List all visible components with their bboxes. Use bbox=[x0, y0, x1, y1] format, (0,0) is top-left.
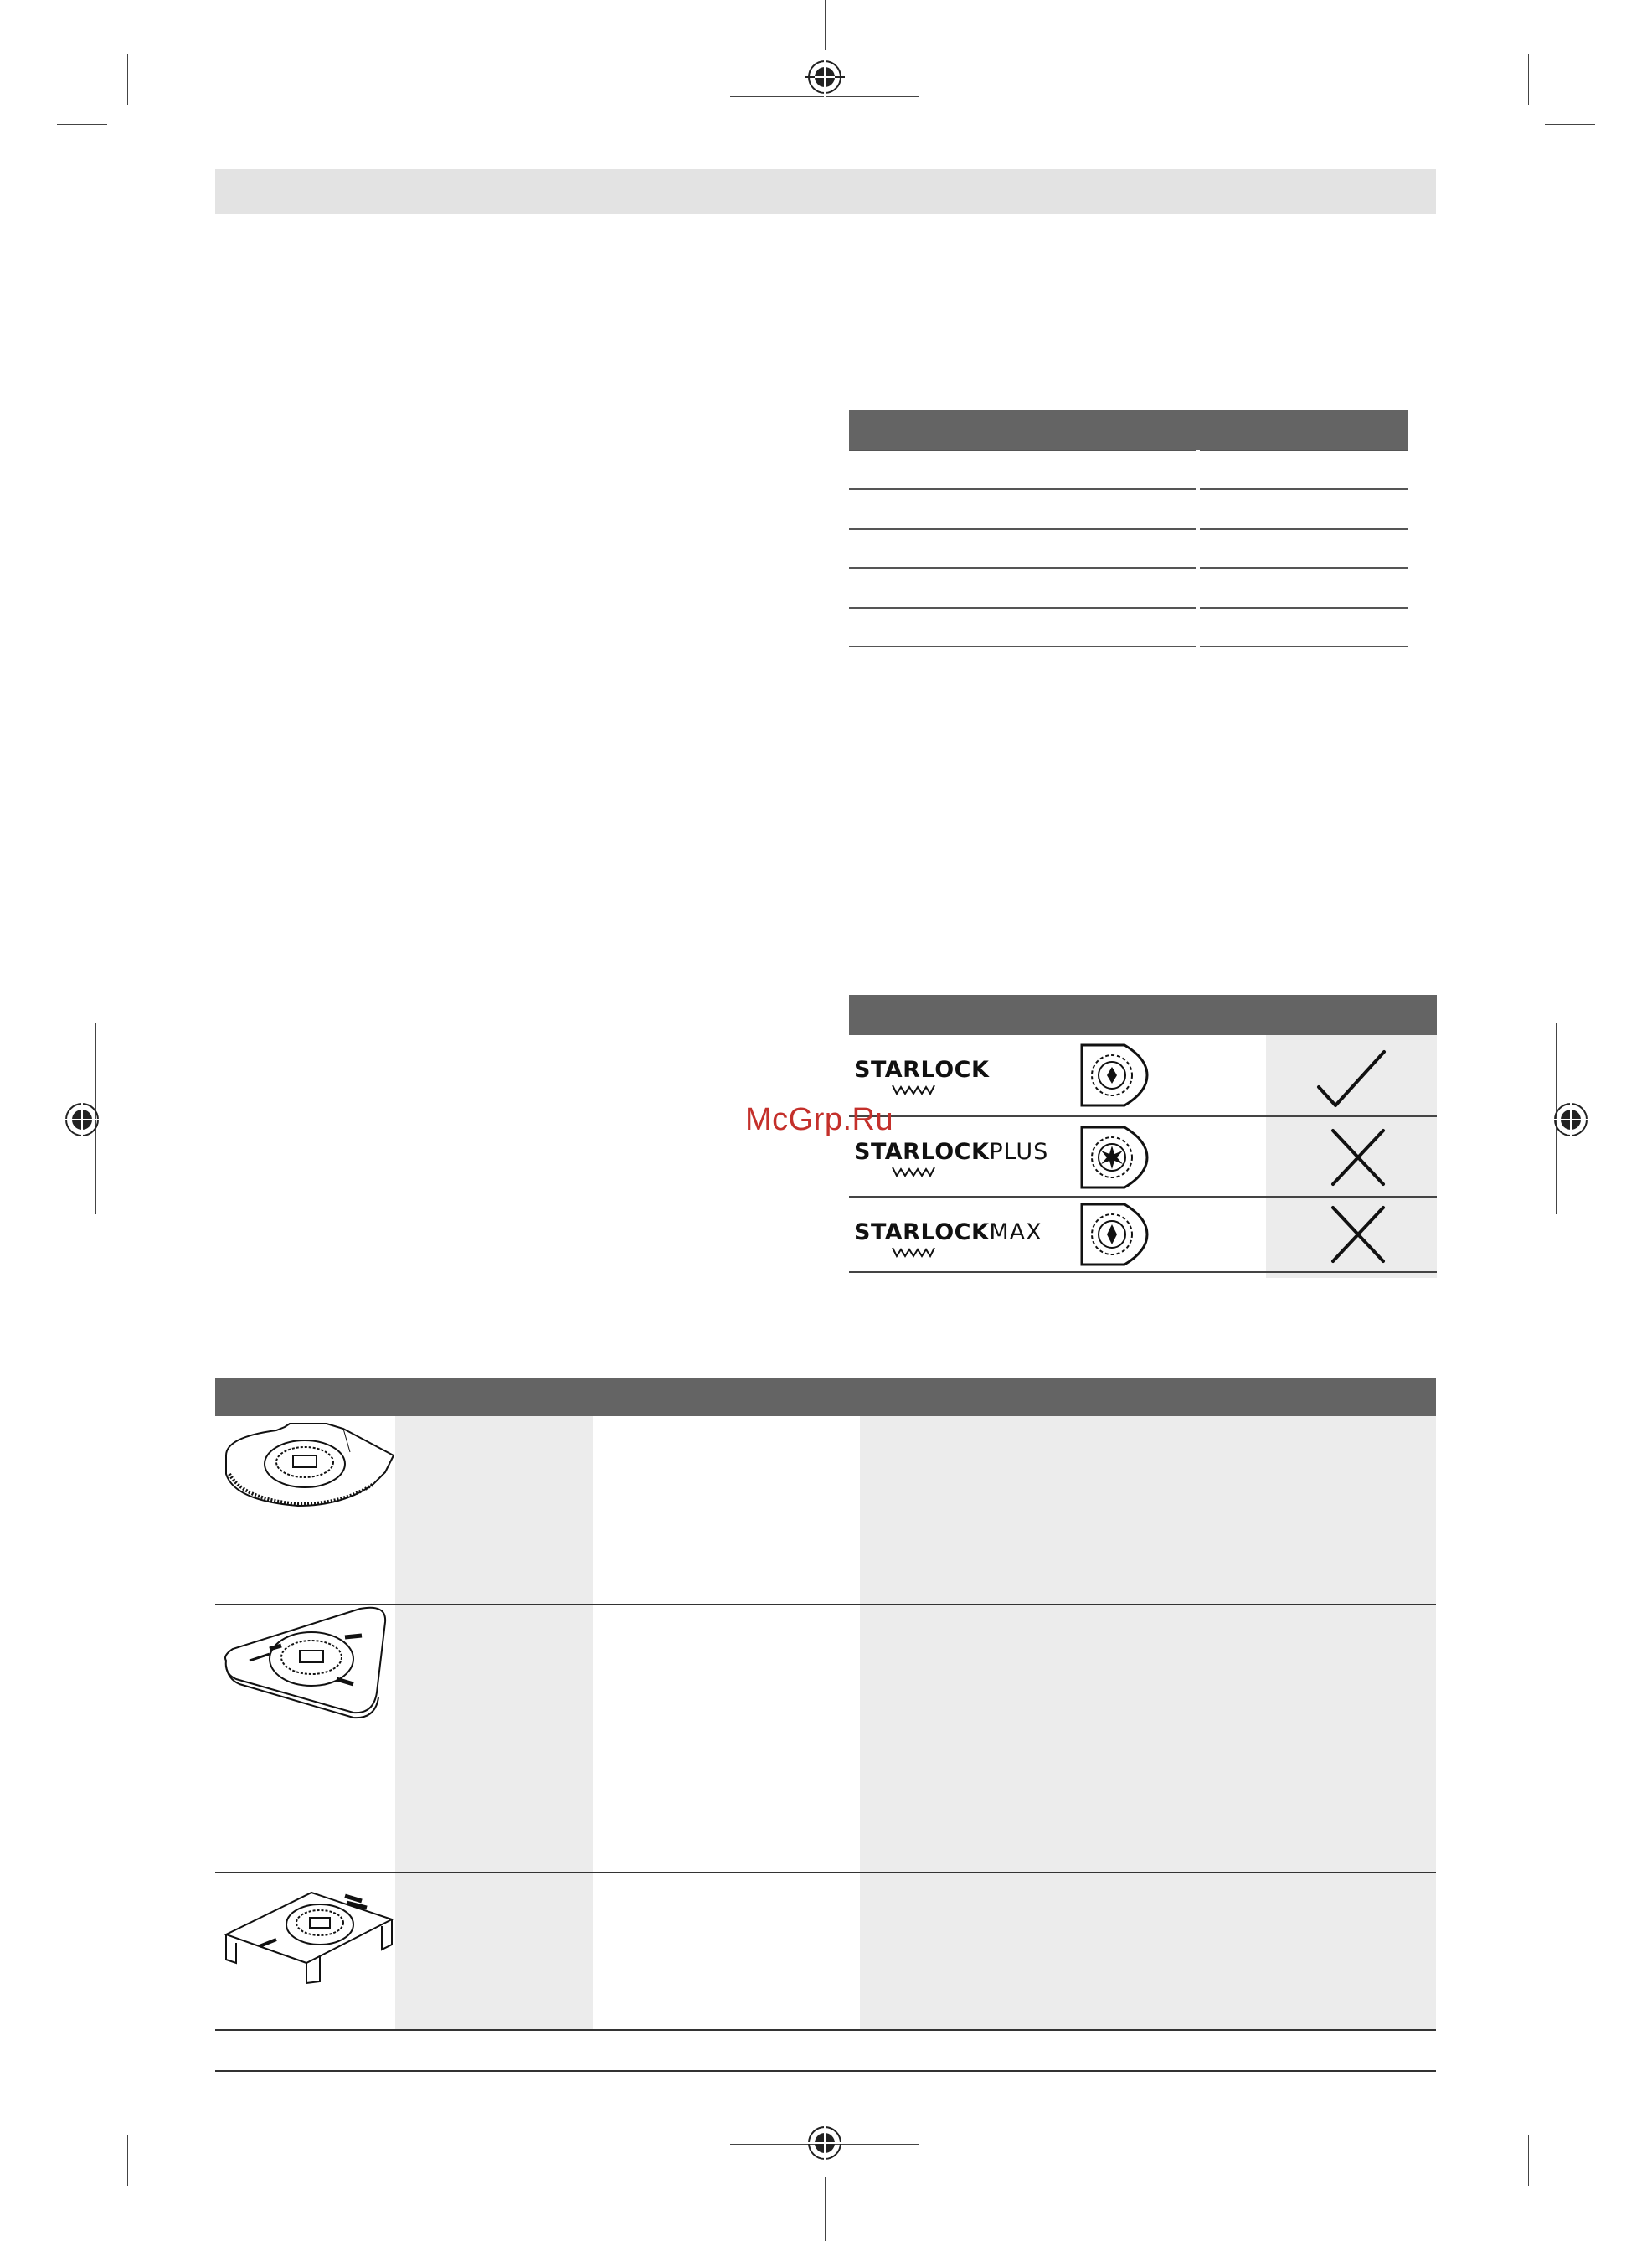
grout-scraper-plate-icon bbox=[219, 1876, 395, 1985]
spec-table-row bbox=[849, 450, 1408, 451]
registration-mark-icon bbox=[805, 2123, 845, 2163]
starlock-max-interface-icon bbox=[1078, 1201, 1150, 1268]
cross-icon bbox=[1328, 1126, 1388, 1189]
spec-table-header bbox=[849, 410, 1408, 451]
brand-suffix: PLUS bbox=[989, 1139, 1049, 1165]
compatibility-table-bottom-rule bbox=[849, 1271, 1437, 1273]
accessories-cell bbox=[860, 1873, 1436, 2029]
starlock-logo bbox=[854, 1057, 989, 1083]
starlock-plus-interface-icon bbox=[1078, 1124, 1150, 1191]
brand-name: STARLOCK bbox=[854, 1139, 990, 1165]
checkmark-icon bbox=[1314, 1047, 1389, 1110]
accessories-cell bbox=[395, 1873, 593, 2029]
starlock-interface-icon bbox=[1078, 1042, 1150, 1109]
delta-sanding-plate-icon bbox=[219, 1604, 392, 1719]
brand-name: STARLOCK bbox=[854, 1219, 990, 1245]
cross-icon bbox=[1328, 1203, 1388, 1266]
spec-table-row bbox=[849, 488, 1408, 490]
compatibility-row-starlock-max bbox=[849, 1198, 1437, 1278]
registration-mark-icon bbox=[62, 1100, 102, 1140]
accessories-cell bbox=[860, 1605, 1436, 1872]
spec-table-row bbox=[849, 567, 1408, 569]
spec-table-column-gap bbox=[1196, 450, 1200, 649]
starlock-max-logo bbox=[854, 1219, 1042, 1245]
starlock-logo-gear-icon bbox=[891, 1166, 938, 1177]
starlock-logo-gear-icon bbox=[891, 1246, 938, 1258]
spec-table-row bbox=[849, 607, 1408, 609]
compatibility-row-starlock-plus bbox=[849, 1117, 1437, 1198]
starlock-logo-gear-icon bbox=[891, 1084, 938, 1095]
registration-mark-icon bbox=[1551, 1100, 1591, 1140]
spec-table-row bbox=[849, 646, 1408, 647]
brand-name: STARLOCK bbox=[854, 1057, 990, 1083]
accessories-cell bbox=[395, 1605, 593, 1872]
compatibility-table-header bbox=[849, 995, 1437, 1035]
watermark-text: McGrp.Ru bbox=[745, 1102, 894, 1137]
starlock-plus-logo bbox=[854, 1139, 1048, 1165]
segment-saw-blade-icon bbox=[218, 1422, 395, 1509]
accessories-cell bbox=[395, 1416, 593, 1604]
compatibility-row-starlock bbox=[849, 1035, 1437, 1115]
spec-table-row bbox=[849, 528, 1408, 530]
registration-mark-icon bbox=[805, 57, 845, 97]
page-header-band bbox=[215, 169, 1436, 214]
brand-suffix: MAX bbox=[989, 1219, 1042, 1245]
page-bottom-rule bbox=[215, 2070, 1436, 2072]
accessories-table-header bbox=[215, 1378, 1436, 1416]
accessories-cell bbox=[860, 1416, 1436, 1604]
accessories-row-divider bbox=[215, 2029, 1436, 2031]
